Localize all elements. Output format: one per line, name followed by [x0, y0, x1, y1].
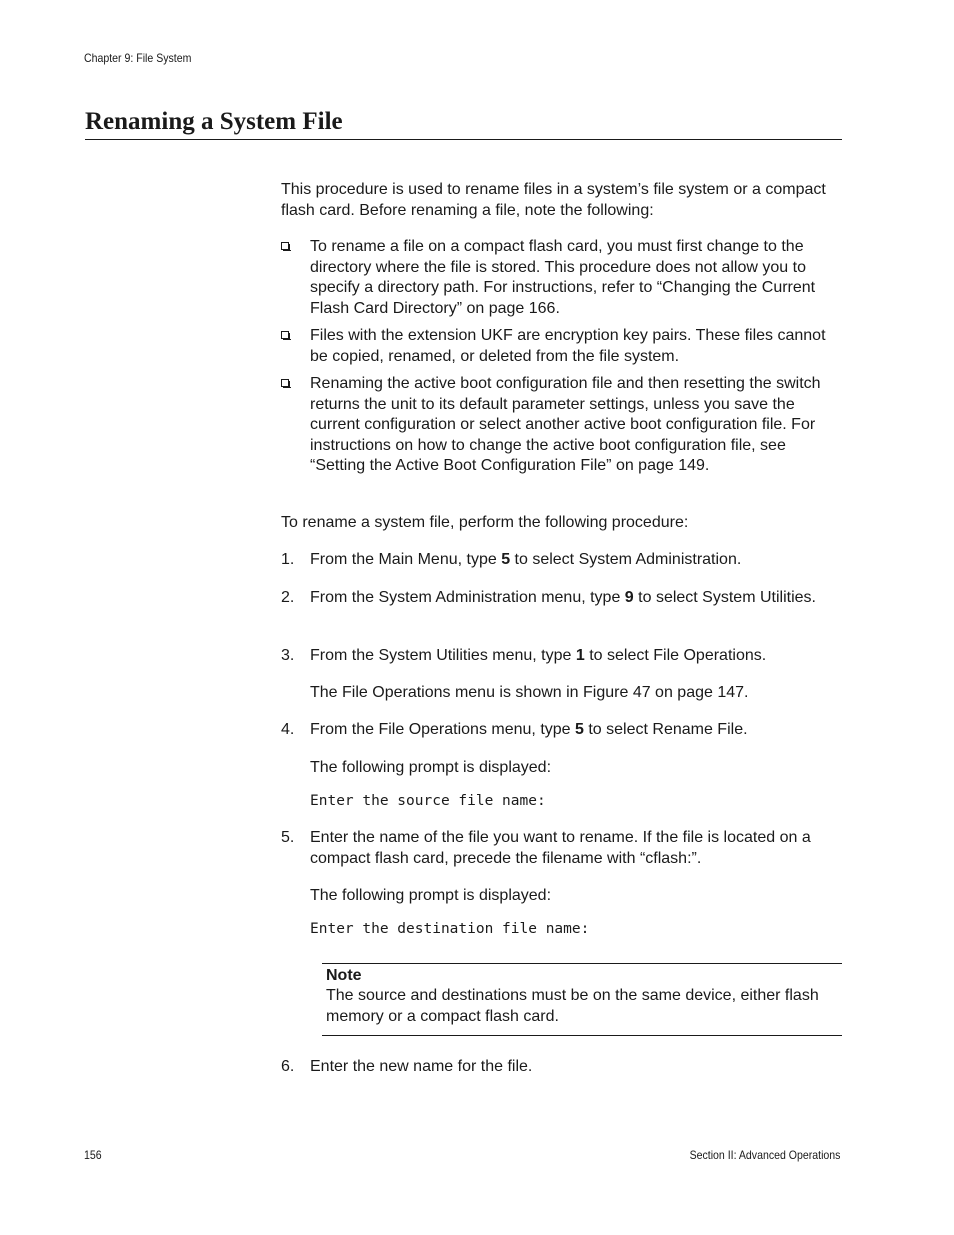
- menu-key: 5: [501, 551, 511, 568]
- step-text: From the System Utilities menu, type 1 to select File Operations.: [310, 647, 767, 664]
- step-text: From the Main Menu, type 5 to select System Administration.: [310, 551, 742, 568]
- step-text: From the File Operations menu, type 5 to select Rename File.: [310, 721, 748, 738]
- page-title: Renaming a System File: [85, 108, 343, 135]
- note-bottom-rule: [322, 1035, 842, 1036]
- step-text: Enter the new name for the file.: [310, 1058, 533, 1075]
- running-footer: Section II: Advanced Operations: [689, 1148, 840, 1162]
- bullet-text: Files with the extension UKF are encryption key pairs. These files cannot be copied, renamed, or deleted from the file system.: [310, 327, 826, 365]
- checkbox-bullet-icon: [281, 379, 289, 387]
- note-top-rule: [322, 963, 842, 964]
- step-number: 1.: [281, 551, 295, 568]
- intro-paragraph: This procedure is used to rename files in a system’s file system or a compact flash card. Before renaming a file, note the following:: [281, 181, 826, 219]
- title-divider: [85, 139, 842, 140]
- page-number: 156: [84, 1148, 102, 1162]
- menu-key: 9: [624, 589, 634, 606]
- note-heading: Note: [326, 967, 362, 984]
- running-header: Chapter 9: File System: [84, 51, 192, 65]
- step-text: Enter the name of the file you want to rename. If the file is located on a compact flash card, precede the filename with “cflash:”.: [310, 829, 811, 867]
- cli-prompt: Enter the source file name:: [310, 793, 546, 809]
- menu-key: 1: [575, 647, 585, 664]
- note-text: The source and destinations must be on the same device, either flash memory or a compact flash card.: [326, 987, 819, 1025]
- cli-prompt: Enter the destination file name:: [310, 921, 590, 937]
- bullet-text: Renaming the active boot configuration file and then resetting the switch returns the unit to its default parameter settings, unless you save the current configuration or select another active boot configuration file. For instructions on how to change the active boot configuration file, see “Setting the Active Boot Configuration File” on page 149.: [310, 375, 821, 474]
- step-number: 6.: [281, 1058, 295, 1075]
- step-text: From the System Administration menu, type 9 to select System Utilities.: [310, 589, 816, 606]
- checkbox-bullet-icon: [281, 242, 289, 250]
- step-number: 3.: [281, 647, 295, 664]
- step-number: 2.: [281, 589, 295, 606]
- step-number: 4.: [281, 721, 295, 738]
- bullet-text: To rename a file on a compact flash card, you must first change to the directory where the file is stored. This procedure does not allow you to specify a directory path. For instructions, refer to “Changing the Current Flash Card Directory” on page 166.: [310, 238, 816, 317]
- menu-key: 5: [575, 721, 584, 738]
- procedure-intro: To rename a system file, perform the following procedure:: [281, 514, 689, 531]
- prompt-intro: The following prompt is displayed:: [310, 759, 552, 776]
- checkbox-bullet-icon: [281, 331, 289, 339]
- prompt-intro: The following prompt is displayed:: [310, 887, 552, 904]
- figure-reference: The File Operations menu is shown in Figure 47 on page 147.: [310, 684, 749, 701]
- step-number: 5.: [281, 829, 295, 846]
